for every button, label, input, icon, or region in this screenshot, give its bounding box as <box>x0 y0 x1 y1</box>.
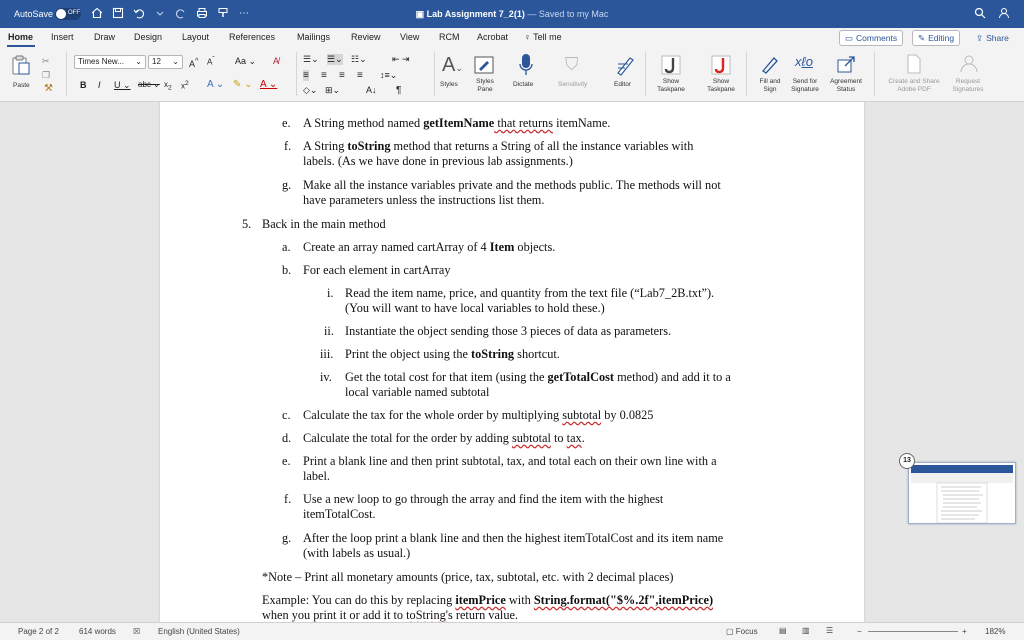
autosave-label: AutoSave <box>14 9 54 19</box>
list-marker: f. <box>284 139 292 153</box>
doc-line: Example: You can do this by replacing itemPrice with String.format("$%.2f",itemPrice) <box>262 593 714 607</box>
title-bar <box>0 0 1024 28</box>
bullets-icon[interactable]: ☰⌄ <box>303 54 319 64</box>
outline-view-icon[interactable]: ☰ <box>826 626 834 635</box>
comments-button[interactable]: ▭ Comments <box>839 30 903 46</box>
doc-line: Use a new loop to go through the array and find the item with the highest <box>303 492 664 506</box>
chevron-down-icon: ⌄ <box>172 57 179 66</box>
share-icon: ⇪ <box>976 32 984 43</box>
tab-mailings[interactable]: Mailings <box>297 32 331 42</box>
list-marker: 5. <box>242 217 252 231</box>
list-marker: i. <box>327 286 334 300</box>
align-right-icon[interactable]: ≡ <box>339 70 345 81</box>
copy-icon[interactable]: ❐ <box>42 70 51 80</box>
taskpane-icon-1[interactable] <box>660 54 682 78</box>
doc-line: Print a blank line and then print subtotal, tax, and total each on their own line with a <box>303 454 717 468</box>
create-pdf-icon[interactable] <box>905 54 923 76</box>
more-icon[interactable]: ⋯ <box>239 7 249 19</box>
zoom-out-icon[interactable]: − <box>857 627 862 636</box>
doc-line: Instantiate the object sending those 3 pieces of data as parameters. <box>345 324 672 338</box>
doc-line: itemTotalCost. <box>303 507 376 521</box>
zoom-level[interactable]: 182% <box>985 627 1006 636</box>
word-count[interactable]: 614 words <box>79 627 116 636</box>
styles-pane-icon[interactable] <box>473 54 495 78</box>
tab-layout[interactable]: Layout <box>182 32 210 42</box>
list-marker: a. <box>282 240 291 254</box>
doc-line: labels. (As we have done in previous lab assignments.) <box>303 154 573 168</box>
grow-font-icon[interactable]: A^ <box>189 56 199 69</box>
cut-icon[interactable]: ✂ <box>42 56 50 66</box>
list-marker: e. <box>282 454 291 468</box>
sensitivity-label: Sensitivity <box>558 81 588 88</box>
lightbulb-icon: ♀ <box>524 32 531 42</box>
focus-button[interactable]: ▢ Focus <box>726 627 758 636</box>
doc-line: when you print it or add it to toString's return value. <box>262 608 518 622</box>
list-marker: d. <box>282 431 292 445</box>
styles-label: Styles <box>440 81 458 88</box>
proofing-icon[interactable]: ☒ <box>133 627 141 636</box>
autosave-state: OFF <box>68 10 80 16</box>
document-page[interactable] <box>160 102 864 622</box>
page-thumbnail[interactable] <box>908 462 1016 524</box>
doc-line: (You will want to have local variables to hold these.) <box>345 301 605 315</box>
doc-line: Read the item name, price, and quantity from the text file (“Lab7_2B.txt”). <box>345 286 715 300</box>
status-bar <box>0 622 1024 640</box>
fill-sign-icon[interactable] <box>760 54 780 76</box>
thumbnail-preview <box>909 463 1015 523</box>
list-marker: iv. <box>320 370 332 384</box>
list-marker: b. <box>282 263 292 277</box>
tab-home[interactable]: Home <box>8 32 34 42</box>
doc-line: Calculate the total for the order by adding subtotal to tax. <box>303 431 585 445</box>
paste-icon[interactable] <box>10 54 32 78</box>
list-marker: c. <box>282 408 291 422</box>
numbering-icon[interactable]: ☰⌄ <box>327 54 343 64</box>
align-center-icon[interactable]: ≡ <box>321 70 327 81</box>
document-workspace[interactable] <box>0 102 1024 622</box>
tab-tell-me[interactable]: ♀ Tell me <box>524 32 562 42</box>
strikethrough-icon[interactable]: abc ⌄ <box>138 80 160 89</box>
ribbon <box>0 48 1024 102</box>
doc-line: Back in the main method <box>262 217 386 231</box>
microphone-icon[interactable] <box>518 53 534 79</box>
doc-line: Calculate the tax for the whole order by multiplying subtotal by 0.0825 <box>303 408 654 422</box>
chevron-down-icon: ⌄ <box>135 57 142 66</box>
sensitivity-icon[interactable]: ⛉ <box>565 54 579 74</box>
sort-icon[interactable]: A↓ <box>366 85 377 95</box>
doc-line: local variable named subtotal <box>345 385 490 399</box>
send-signature-icon[interactable]: xℓo <box>795 54 813 69</box>
styles-pane-label: Styles Pane <box>476 78 494 93</box>
zoom-slider[interactable] <box>868 631 958 632</box>
multilevel-list-icon[interactable]: ☷⌄ <box>351 54 367 64</box>
bold-icon[interactable]: B <box>80 80 87 90</box>
doc-line: (with labels as usual.) <box>303 546 411 560</box>
show-taskpane-label-1: Show Taskpane <box>657 78 685 93</box>
paste-label: Paste <box>13 82 30 89</box>
tab-draw[interactable]: Draw <box>94 32 116 42</box>
send-signature-label: Send for Signature <box>791 78 819 93</box>
justify-icon[interactable]: ≡ <box>357 70 363 81</box>
editor-label: Editor <box>614 81 631 88</box>
taskpane-icon-2[interactable] <box>710 54 732 78</box>
doc-line: *Note – Print all monetary amounts (price, tax, subtotal, etc. with 2 decimal places) <box>262 570 674 584</box>
tab-rcm[interactable]: RCM <box>439 32 460 42</box>
format-painter-brush-icon[interactable]: ⚒ <box>44 83 53 94</box>
web-layout-icon[interactable]: ▥ <box>802 626 810 635</box>
agreement-status-label: Agreement Status <box>830 78 862 93</box>
indent-icon[interactable]: ⇤ ⇥ <box>392 54 410 64</box>
list-marker: e. <box>282 116 291 130</box>
account-icon[interactable] <box>998 7 1010 21</box>
saved-status: — Saved to my Mac <box>527 9 609 19</box>
italic-icon[interactable]: I <box>98 80 101 90</box>
shrink-font-icon[interactable]: $A^ˇ$ <box>207 56 215 67</box>
font-color-icon[interactable]: A ⌄ <box>260 79 278 90</box>
pilcrow-icon[interactable]: ¶ <box>396 85 402 96</box>
share-button[interactable]: ⇪ Share <box>976 32 1009 43</box>
doc-line: Make all the instance variables private and the methods public. The methods will not <box>303 178 721 192</box>
doc-line: Create an array named cartArray of 4 Item objects. <box>303 240 556 254</box>
tab-view[interactable]: View <box>400 32 420 42</box>
fill-sign-label: Fill and Sign <box>759 78 781 93</box>
doc-line: After the loop print a blank line and then the highest itemTotalCost and its item name <box>303 531 724 545</box>
document-title: ▣ Lab Assignment 7_2(1) — Saved to my Mac <box>415 9 609 19</box>
doc-line: have parameters unless the instructions list them. <box>303 193 545 207</box>
underline-icon[interactable]: U ⌄ <box>114 80 131 90</box>
font-name-select[interactable]: Times New... ⌄ <box>74 55 146 69</box>
text-effects-icon[interactable]: A ⌄ <box>207 79 225 90</box>
tab-acrobat[interactable]: Acrobat <box>477 32 509 42</box>
language[interactable]: English (United States) <box>158 627 240 636</box>
editor-icon[interactable] <box>615 54 635 78</box>
change-case-icon[interactable]: Aa ⌄ <box>235 56 257 66</box>
tab-insert[interactable]: Insert <box>51 32 74 42</box>
agreement-status-icon[interactable] <box>836 54 856 76</box>
styles-icon[interactable]: A⌄ <box>442 54 463 76</box>
borders-icon[interactable]: ⊞⌄ <box>325 85 341 95</box>
list-marker: iii. <box>320 347 334 361</box>
show-taskpane-label-2: Show Taskpane <box>707 78 735 93</box>
doc-line: A String method named getItemName that returns itemName. <box>303 116 611 130</box>
word-doc-icon: ▣ <box>415 9 427 19</box>
list-marker: f. <box>284 492 292 506</box>
shading-icon[interactable]: ◇⌄ <box>303 85 318 95</box>
line-spacing-icon[interactable]: ↕≡⌄ <box>380 70 398 80</box>
tab-design[interactable]: Design <box>134 32 163 42</box>
list-marker: g. <box>282 178 292 192</box>
page-count[interactable]: Page 2 of 2 <box>18 627 59 636</box>
request-signatures-label: Request Signatures <box>952 78 984 93</box>
focus-icon: ▢ <box>726 627 736 636</box>
superscript-icon[interactable]: $x^2$ <box>181 80 189 91</box>
request-signatures-icon[interactable] <box>958 54 980 76</box>
clear-formatting-icon[interactable]: A̸ <box>273 56 280 66</box>
align-left-icon[interactable]: ≡ <box>303 70 309 81</box>
list-marker: ii. <box>324 324 334 338</box>
doc-line: Get the total cost for that item (using the getTotalCost method) and add it to a <box>345 370 731 384</box>
doc-line: A String toString method that returns a String of all the instance variables with <box>303 139 694 153</box>
doc-line: For each element in cartArray <box>303 263 451 277</box>
comment-icon: ▭ <box>845 32 854 43</box>
dictate-label: Dictate <box>513 81 534 88</box>
tab-references[interactable]: References <box>229 32 276 42</box>
page-badge: 13 <box>899 453 915 469</box>
editing-button[interactable]: ✎ Editing <box>912 30 960 46</box>
doc-line: label. <box>303 469 330 483</box>
active-tab-indicator <box>7 45 35 47</box>
list-marker: g. <box>282 531 292 545</box>
create-pdf-label: Create and Share Adobe PDF <box>888 78 940 93</box>
print-layout-icon[interactable]: ▤ <box>779 626 787 635</box>
doc-line: Print the object using the toString shortcut. <box>345 347 560 361</box>
search-icon[interactable] <box>974 7 986 21</box>
subscript-icon[interactable]: $x_2$ <box>164 80 172 92</box>
zoom-in-icon[interactable]: + <box>962 627 967 636</box>
pencil-icon: ✎ <box>918 32 926 43</box>
tab-review[interactable]: Review <box>351 32 381 42</box>
font-size-select[interactable]: 12 ⌄ <box>148 55 183 69</box>
highlight-icon[interactable]: ✎ ⌄ <box>233 79 253 90</box>
